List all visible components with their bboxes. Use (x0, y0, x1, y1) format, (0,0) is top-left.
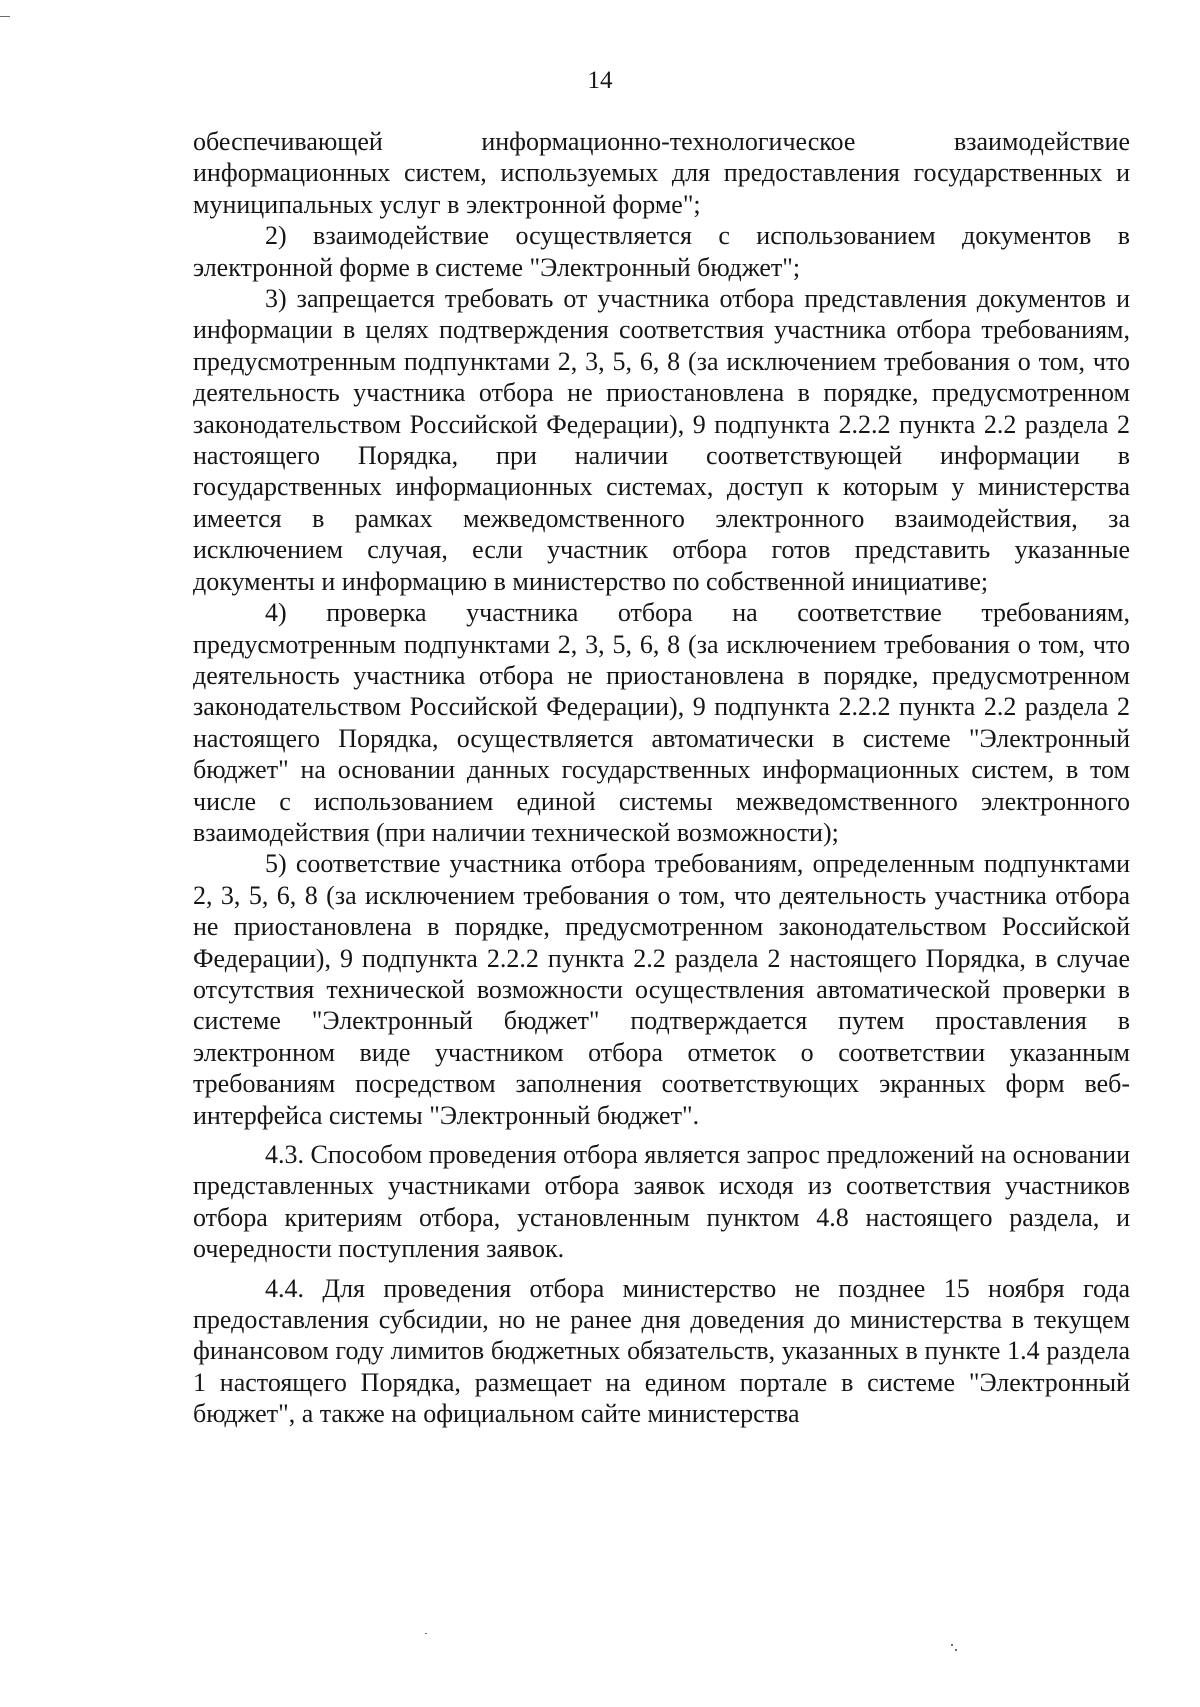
paragraph-item-3: 3) запрещается требовать от участника отбора представления документов и информации в целях подтверждения соответствия участника отбора требованиям, предусмотренным подпунктами 2, 3, 5, 6, 8 (за исключением требования о том, что деятельность участника отбора не приостановлена в порядке, предусмотренном законодательством Российской Федерации), 9 подпункта 2.2.2 пункта 2.2 раздела 2 настоящего Порядка, при наличии соответствующей информации в государственных информационных системах, доступ к которым у министерства имеется в рамках межведомственного электронного взаимодействия, за исключением случая, если участник отбора готов представить указанные документы и информацию в министерство по собственной инициативе; (193, 284, 1130, 596)
paragraph-item-5: 5) соответствие участника отбора требованиям, определенным подпунктами 2, 3, 5, 6, 8 (за исключением требования о том, что деятельность участника отбора не приостановлена в порядке, предусмотренном законодательством Российской Федерации), 9 подпункта 2.2.2 пункта 2.2 раздела 2 настоящего Порядка, в случае отсутствия технической возможности осуществления автоматической проверки в системе "Электронный бюджет" подтверждается путем проставления в электронном виде участником отбора отметок о соответствии указанным требованиям посредством заполнения соответствующих экранных форм веб-интерфейса системы "Электронный бюджет". (193, 849, 1130, 1130)
scan-speck (955, 1649, 957, 1651)
document-body (193, 126, 1130, 1430)
page-number: 14 (587, 67, 613, 94)
scan-speck (425, 1633, 427, 1634)
paragraph-item-4: 4) проверка участника отбора на соответствие требованиям, предусмотренным подпунктами 2, 3, 5, 6, 8 (за исключением требования о том, что деятельность участника отбора не приостановлена в порядке, предусмотренном законодательством Российской Федерации), 9 подпункта 2.2.2 пункта 2.2 раздела 2 настоящего Порядка, осуществляется автоматически в системе "Электронный бюджет" на основании данных государственных информационных систем, в том числе с использованием единой системы межведомственного электронного взаимодействия (при наличии технической возможности); (193, 598, 1130, 847)
paragraph-item-2: 2) взаимодействие осуществляется с использованием документов в электронной форме в системе "Электронный бюджет"; (193, 221, 1130, 282)
scan-speck (951, 1644, 953, 1646)
paragraph-continuation: обеспечивающей информационно-технологическое взаимодействие информационных систем, используемых для предоставления государственных и муниципальных услуг в электронной форме"; (193, 127, 1130, 219)
paragraph-4-3: 4.3. Способом проведения отбора является запрос предложений на основании представленных участниками отбора заявок исходя из соответствия участников отбора критериям отбора, установленным пунктом 4.8 настоящего раздела, и очередности поступления заявок. (193, 1140, 1130, 1264)
scan-speck (0, 16, 10, 17)
paragraph-4-4: 4.4. Для проведения отбора министерство не позднее 15 ноября года предоставления субсидии, но не ранее дня доведения до министерства в текущем финансовом году лимитов бюджетных обязательств, указанных в пункте 1.4 раздела 1 настоящего Порядка, размещает на едином портале в системе "Электронный бюджет", а также на официальном сайте министерства (193, 1273, 1130, 1429)
